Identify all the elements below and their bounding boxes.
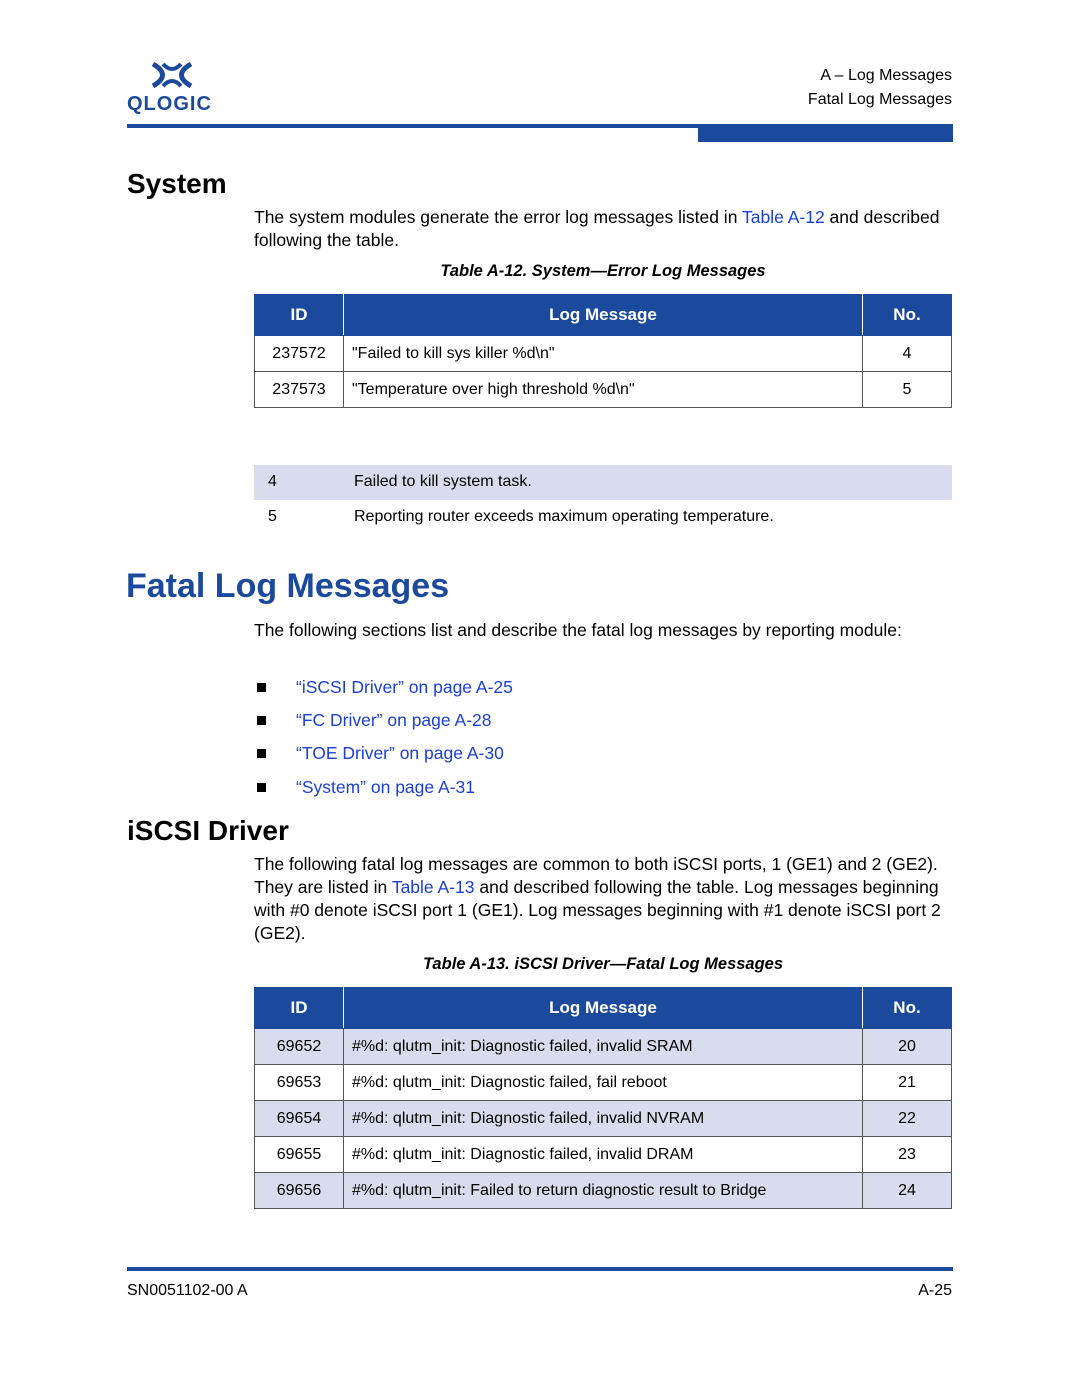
fatal-intro: The following sections list and describe the fatal log messages by reporting module: [254,620,902,640]
running-header-subsection: Fatal Log Messages [807,91,952,108]
bullet-square-icon [257,783,266,792]
header-accent-bar [698,128,953,142]
column-header-log-message: Log Message [344,988,863,1029]
cell-no: 21 [863,1065,952,1101]
iscsi-intro-text-end: and described following the table. Log messages beginning with #0 denote iSCSI port 1 (GE1). Log messages beginning with #1 denote iSCSI port 2 (GE2). [254,877,941,943]
cell-no: 4 [863,336,952,372]
cell-id: 69655 [255,1137,344,1173]
fatal-log-messages-heading: Fatal Log Messages [126,567,450,605]
column-header-no: No. [863,295,952,336]
toe-driver-link[interactable]: “TOE Driver” on page A-30 [296,743,504,763]
description-text: Failed to kill system task. [354,473,532,490]
cell-message: "Failed to kill sys killer %d\n" [344,336,863,372]
cell-message: #%d: qlutm_init: Diagnostic failed, invalid SRAM [344,1029,863,1065]
system-intro [254,206,954,252]
cell-id: 69653 [255,1065,344,1101]
table-row [255,1065,952,1101]
iscsi-driver-heading: iSCSI Driver [127,815,289,846]
qlogic-logo-icon [149,60,195,90]
cell-no: 20 [863,1029,952,1065]
description-number: 4 [268,473,277,490]
description-text: Reporting router exceeds maximum operating temperature. [354,508,774,525]
cell-id: 69654 [255,1101,344,1137]
cell-id: 237573 [255,372,344,408]
system-heading: System [127,168,227,199]
list-item [254,776,475,798]
column-header-no: No. [863,988,952,1029]
iscsi-intro [254,853,954,945]
document-number: SN0051102-00 A [127,1282,248,1299]
fc-driver-link[interactable]: “FC Driver” on page A-28 [296,710,492,730]
logo-wordmark: QLOGIC [127,93,212,115]
column-header-log-message: Log Message [344,295,863,336]
cell-id: 69652 [255,1029,344,1065]
table-row [255,336,952,372]
cell-id: 69656 [255,1173,344,1209]
list-item [254,676,513,698]
system-intro-text: The system modules generate the error log messages listed in [254,207,742,227]
system-intro-text-end: and described following the table. [254,207,940,250]
running-header-section: A – Log Messages [820,67,952,84]
cell-no: 5 [863,372,952,408]
iscsi-fatal-table [254,987,952,1209]
description-row [254,500,952,535]
table-a12-link[interactable]: Table A-12 [741,207,825,227]
table-row [255,1173,952,1209]
column-header-id: ID [255,988,344,1029]
column-header-id: ID [255,295,344,336]
bullet-square-icon [257,749,266,758]
cell-message: #%d: qlutm_init: Diagnostic failed, fail reboot [344,1065,863,1101]
table-a13-link[interactable]: Table A-13 [391,877,475,897]
list-item [254,742,504,764]
table-row [255,372,952,408]
system-link[interactable]: “System” on page A-31 [296,777,475,797]
table-row [255,1029,952,1065]
cell-no: 22 [863,1101,952,1137]
cell-no: 23 [863,1137,952,1173]
cell-message: #%d: qlutm_init: Failed to return diagnostic result to Bridge [344,1173,863,1209]
description-row [254,465,952,500]
cell-message: #%d: qlutm_init: Diagnostic failed, invalid DRAM [344,1137,863,1173]
list-item [254,709,492,731]
cell-id: 237572 [255,336,344,372]
table-header-row [255,988,952,1029]
iscsi-driver-link[interactable]: “iSCSI Driver” on page A-25 [296,677,513,697]
cell-no: 24 [863,1173,952,1209]
table-a13-caption: Table A-13. iSCSI Driver—Fatal Log Messages [422,955,784,973]
cell-message: #%d: qlutm_init: Diagnostic failed, invalid NVRAM [344,1101,863,1137]
description-number: 5 [268,508,277,525]
system-error-table [254,294,952,408]
bullet-square-icon [257,716,266,725]
bullet-square-icon [257,683,266,692]
cell-message: "Temperature over high threshold %d\n" [344,372,863,408]
qlogic-logo [127,60,227,116]
table-row [255,1137,952,1173]
table-header-row [255,295,952,336]
table-a12-caption: Table A-12. System—Error Log Messages [440,262,766,280]
table-row [255,1101,952,1137]
iscsi-intro-text: The following fatal log messages are common to both iSCSI ports, 1 (GE1) and 2 (GE2). They are listed in [254,854,938,897]
page-number: A-25 [918,1282,952,1299]
footer-rule [127,1267,953,1271]
